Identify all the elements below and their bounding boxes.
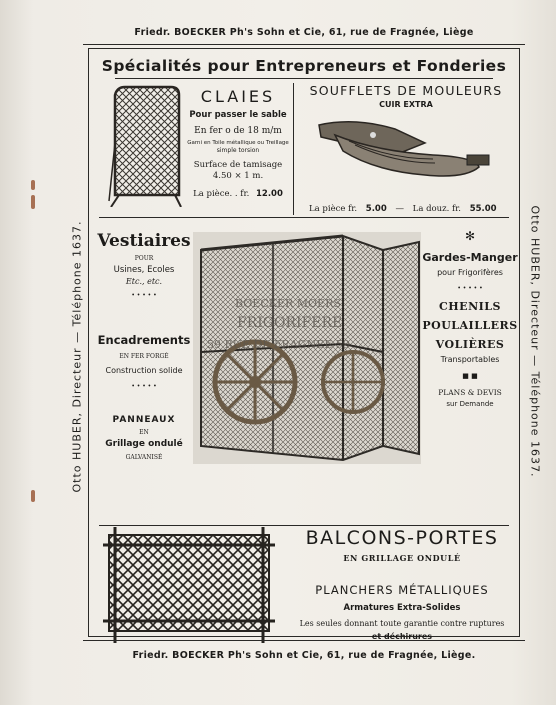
footer-text: Friedr. BOECKER Ph's Sohn et Cie, 61, rue de Fragnée, Liège. bbox=[132, 650, 476, 661]
soufflets-dash: — bbox=[395, 204, 404, 214]
cage-sign-3: 59 RUE DE FRAGNEE 59 bbox=[207, 338, 350, 351]
cage-sign-1: BOECKER MOERS bbox=[235, 297, 341, 310]
gardes-sub: pour Frigorifères bbox=[437, 268, 503, 277]
encadrements-line-1: EN FER FORGÉ bbox=[119, 353, 169, 360]
cage-sign-2: FRIGORIFERE bbox=[237, 315, 343, 331]
soufflets-piece-label: La pièce fr. bbox=[309, 204, 358, 214]
chenils: CHENILS bbox=[439, 300, 501, 313]
claies-sub: Pour passer le sable bbox=[189, 110, 287, 120]
staple-bottom bbox=[31, 490, 35, 502]
gardes-block bbox=[421, 229, 519, 408]
side-text-left: Otto HUBER, Directeur — Téléphone 1637. bbox=[70, 220, 84, 493]
title-underline bbox=[115, 78, 493, 79]
soufflets-title: SOUFFLETS DE MOULEURS bbox=[309, 83, 503, 98]
balcons-sub: EN GRILLAGE ONDULÉ bbox=[343, 553, 461, 563]
panneaux-line-3: GALVANISÉ bbox=[125, 454, 163, 461]
balcons-line-2: et déchirures bbox=[371, 632, 433, 641]
claies-block bbox=[183, 87, 293, 199]
soufflets-block bbox=[297, 83, 515, 109]
claies-price-row bbox=[183, 189, 293, 199]
soufflets-piece-price: 5.00 bbox=[365, 204, 387, 214]
vestiaires-line-1: Usines, Ecoles bbox=[113, 265, 175, 275]
soufflets-douz-price: 55.00 bbox=[469, 204, 497, 214]
side-text-right: Otto HUBER, Directeur — Téléphone 1637. bbox=[528, 205, 542, 478]
catalog-frame bbox=[88, 27, 520, 661]
balcons-title: BALCONS-PORTES bbox=[305, 527, 499, 549]
claies-line-2: Garni en Toile métallique ou Treillage bbox=[187, 140, 289, 146]
dots-ornament-3: • • • • • bbox=[457, 285, 483, 292]
claies-line-3: simple torsion bbox=[216, 147, 260, 154]
panneaux-line-1: EN bbox=[139, 429, 149, 436]
balcons-line-1: Les seules donnant toute garantie contre ruptures bbox=[299, 619, 505, 628]
page-title: Spécialités pour Entrepreneurs et Fonderies bbox=[101, 57, 507, 75]
balcons-block bbox=[285, 527, 519, 641]
transportables: Transportables bbox=[440, 355, 500, 364]
star-ornament: ✻ bbox=[464, 229, 476, 243]
panneaux-title: PANNEAUX bbox=[112, 415, 176, 425]
armatures: Armatures Extra-Solides bbox=[343, 603, 461, 613]
sieve-frame-illustration bbox=[105, 83, 185, 207]
row1-divider bbox=[293, 83, 294, 215]
claies-line-1: En fer o de 18 m/m bbox=[194, 126, 282, 136]
soufflets-price-row bbox=[309, 204, 509, 214]
plans-devis: PLANS & DEVIS bbox=[438, 388, 502, 397]
encadrements-block bbox=[95, 333, 193, 390]
vestiaires-title: Vestiaires bbox=[97, 231, 191, 251]
squares-ornament: ■ ■ bbox=[462, 372, 478, 380]
vestiaires-block bbox=[95, 231, 193, 299]
dots-ornament: • • • • • bbox=[131, 292, 157, 299]
footer-divider bbox=[83, 640, 525, 641]
vestiaires-pour: POUR bbox=[134, 255, 154, 262]
poulaillers: POULAILLERS bbox=[422, 319, 518, 332]
staple-mid bbox=[31, 195, 35, 209]
planchers: PLANCHERS MÉTALLIQUES bbox=[315, 583, 489, 597]
panneaux-line-2: Grillage ondulé bbox=[105, 439, 183, 449]
panneaux-block bbox=[95, 415, 193, 461]
volieres: VOLIÈRES bbox=[435, 338, 505, 351]
dots-ornament-2: • • • • • bbox=[131, 383, 157, 390]
claies-price-label: La pièce. . fr. bbox=[193, 189, 250, 199]
bellows-illustration bbox=[315, 115, 495, 185]
encadrements-line-2: Construction solide bbox=[105, 366, 183, 375]
gardes-title: Gardes-Manger bbox=[422, 251, 518, 264]
staple-top bbox=[31, 180, 35, 190]
sur-demande: sur Demande bbox=[446, 400, 494, 408]
encadrements-title: Encadrements bbox=[97, 333, 191, 347]
vestiaires-line-2: Etc., etc. bbox=[125, 277, 163, 286]
soufflets-douz-label: La douz. fr. bbox=[412, 204, 461, 214]
claies-title: CLAIES bbox=[200, 87, 276, 106]
balcony-grille-illustration bbox=[103, 525, 275, 645]
row1-bottom bbox=[99, 217, 509, 218]
claies-line-4: Surface de tamisage bbox=[193, 160, 283, 170]
claies-line-5: 4.50 × 1 m. bbox=[212, 171, 264, 181]
divider bbox=[83, 44, 525, 45]
claies-price: 12.00 bbox=[256, 189, 283, 199]
wire-cage-illustration bbox=[193, 232, 421, 464]
header-text: Friedr. BOECKER Ph's Sohn et Cie, 61, rue de Fragnée, Liège bbox=[134, 27, 474, 38]
soufflets-sub: CUIR EXTRA bbox=[379, 100, 433, 109]
